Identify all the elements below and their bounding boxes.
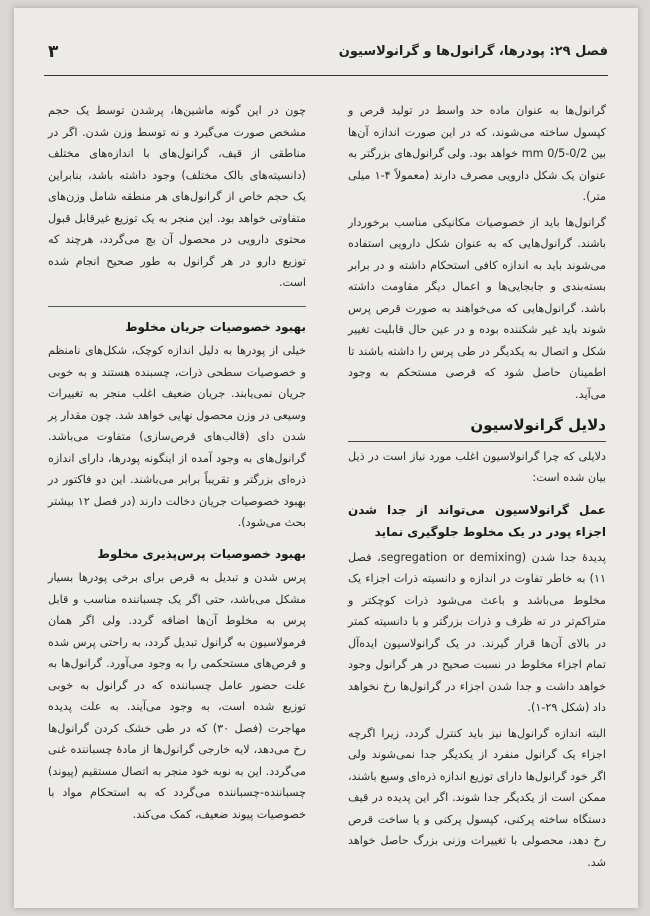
paragraph: چون در این گونه ماشین‌ها، پرشدن توسط یک حجم مشخص صورت می‌گیرد و نه توسط وزن شدن. اگر در مناطقی از قیف، گرانول‌های با اندازه‌های مختلف (دانسیته‌های بالک مختلف) وجود داشته باشد، بنابراین یک حجم خاص از گرانول‌های هر منطقه شامل وزن‌های متفاوتی خواهد بود. این منجر به یک توزیع غیرقابل قبول محتوی دارویی در محصول آن بچ می‌گردد، هرچند که توزیع دارو در هر گرانول به طور صحیح انجام شده است. — [48, 104, 306, 289]
subsection-heading: بهبود خصوصیات جریان مخلوط — [125, 319, 306, 334]
left-column — [48, 100, 306, 829]
paragraph: البته اندازه گرانول‌ها نیز باید کنترل گردد، زیرا اگرچه اجزاء یک گرانول منفرد از یکدیگر جدا نمی‌شوند ولی اگر خود گرانول‌ها دارای توزیع اندازه ذره‌ای وسیع باشند، ممکن است از یکدیگر جدا شوند. اگر این پدیده در قیف دستگاه ساخته پرکنی، کپسول پرکنی و یا ساخت قرص رخ دهد، محصولی با تغییرات وزنی بزرگ حاصل خواهد شد. — [348, 726, 606, 869]
paragraph: خیلی از پودرها به دلیل اندازه کوچک، شکل‌های نامنظم و خصوصیات سطحی ذرات، چسبنده هستند و به خوبی جریان نمی‌یابند. جریان ضعیف اغلب منجر به تغییرات وسیعی در وزن محصول نهایی خواهد شد. چون مقدار پر شدن دای (قالب‌های قرص‌سازی) متفاوت می‌باشد. گرانول‌های به وجود آمده از اینگونه پودرها، دارای اندازه ذره‌ای بزرگتر و تقریباً برابر می‌باشند. این دو فاکتور در بهبود خصوصیات جریان دخالت دارند (در فصل ۱۲ بیشتر بحث می‌شود). — [48, 344, 306, 529]
subsection-heading: بهبود خصوصیات پرس‌پذیری مخلوط — [97, 546, 306, 561]
right-column — [348, 100, 606, 877]
paragraph: گرانول‌ها باید از خصوصیات مکانیکی مناسب برخوردار باشند. گرانول‌هایی که به عنوان شکل دارویی استفاده می‌شوند باید به اندازه کافی استحکام داشته و در برابر بسته‌بندی و جابجایی‌ها و اعمال دیگر مقاومت داشته باشد. گرانول‌هایی که می‌خواهند به صورت قرص پرس شوند باید غیر شکننده بوده و در عین حال قابلیت تغییر شکل و اتصال به یکدیگر در طی پرس را داشته باشند تا اطمینان حاصل شود که قرصی مستحکم به وجود می‌آید. — [348, 215, 606, 401]
header-rule — [44, 75, 608, 76]
book-page — [14, 8, 638, 908]
paragraph: گرانول‌ها به عنوان ماده حد واسط در تولید قرص و کپسول ساخته می‌شوند، که در این صورت اندازه آن‌ها بین 0/2-0/5 mm خواهد بود. ولی گرانول‌های بزرگتر به عنوان یک شکل دارویی مصرف دارند (معمولاً ۴-۱ میلی متر). — [348, 104, 607, 203]
paragraph: پدیدهٔ جدا شدن (segregation or demixing، فصل ۱۱) به خاطر تفاوت در اندازه و دانسیته ذرات اجزاء یک مخلوط می‌باشد و باعث می‌شود ذرات کوچکتر و متراکم‌تر در ته ظرف و ذرات بزرگتر و با دانسیته کمتر در بالای آن‌ها قرار گیرند. در یک گرانولاسیون ایده‌آل تمام اجزاء مخلوط در نسبت صحیح در هر گرانول وجود خواهد داشت و جدا شدن اجزاء در گرانول‌ها رخ نخواهد داد (شکل ۲۹-۱). — [348, 550, 606, 714]
paragraph: پرس شدن و تبدیل به قرص برای برخی پودرها بسیار مشکل می‌باشد، حتی اگر یک چسباننده مناسب و قابل پرس به مخلوط آن‌ها اضافه گردد. ولی اگر همان فرمولاسیون به گرانول تبدیل گردد، به راحتی پرس شده و قرص‌های مستحکمی را به وجود می‌آورد. گرانول‌ها به علت حضور عامل چسباننده که در گرانول به خوبی توزیع شده است، به وجود می‌آیند. به علت پدیده مهاجرت (فصل ۳۰) که در طی خشک کردن گرانول‌ها رخ می‌دهد، لایه خارجی گرانول‌ها از مادهٔ چسباننده غنی می‌گردد. این به نوبه خود منجر به اتصال مستقیم (پیوند) چسباننده-چسباننده می‌گردد که به استحکام مواد با خصوصیات پیوند ضعیف، کمک می‌کند. — [48, 571, 306, 821]
page-header — [44, 40, 608, 76]
divider — [48, 306, 306, 307]
subsection-heading: عمل گرانولاسیون می‌تواند از جدا شدن اجزاء پودر در یک مخلوط جلوگیری نماید — [348, 502, 606, 539]
chapter-title: فصل ۲۹: پودرها، گرانول‌ها و گرانولاسیون — [338, 44, 608, 59]
paragraph: دلایلی که چرا گرانولاسیون اغلب مورد نیاز است در ذیل بیان شده است: — [348, 449, 606, 484]
page-number: ۳ — [48, 42, 59, 62]
section-heading: دلایل گرانولاسیون — [348, 415, 606, 442]
